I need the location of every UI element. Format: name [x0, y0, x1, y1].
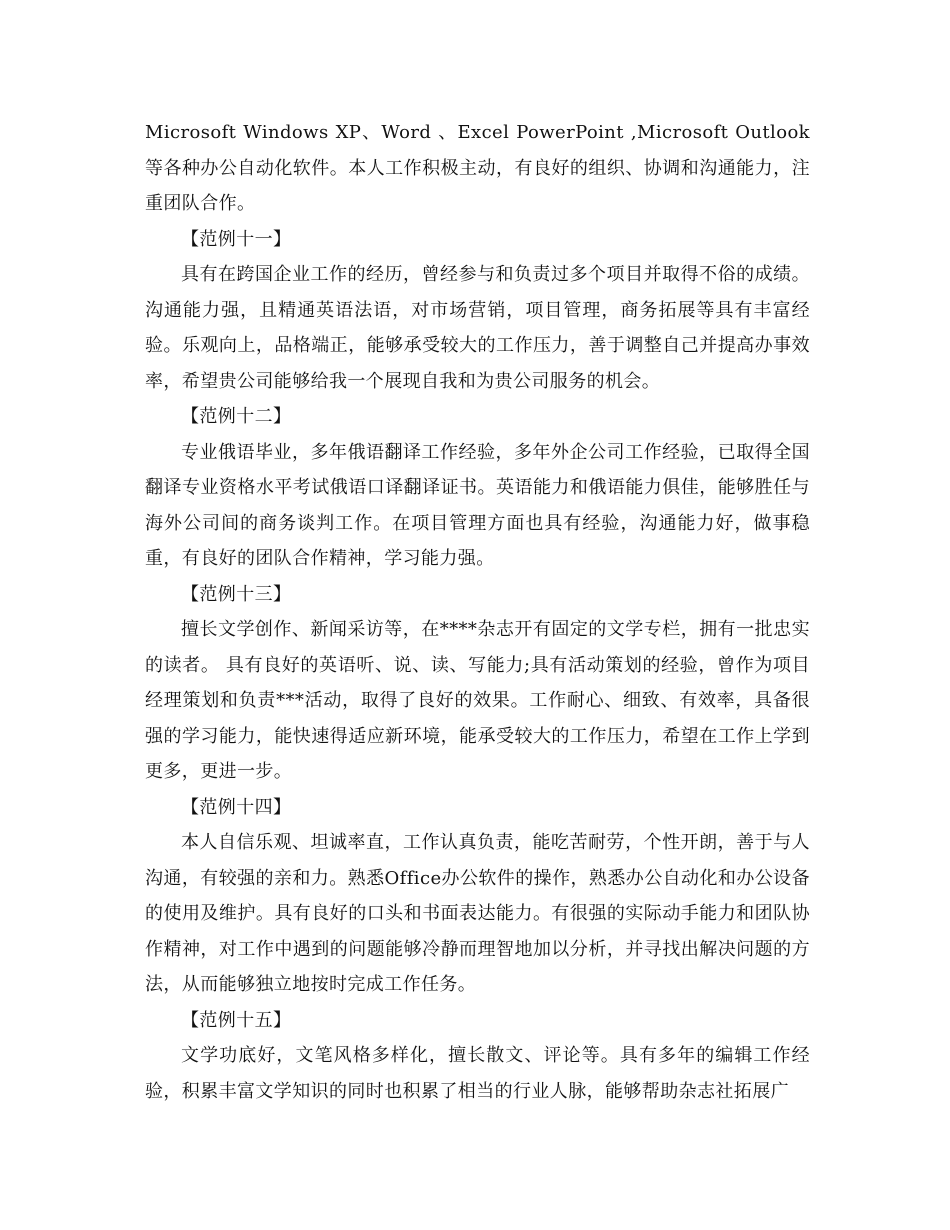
intro-continuation-paragraph: Microsoft Windows XP、Word 、Excel PowerPoint ,Microsoft Outlook 等各种办公自动化软件。本人工作积极主动，有良好的组织、协调和沟通能力，注重团队合作。: [145, 122, 810, 214]
section-body-14: 本人自信乐观、坦诚率直，工作认真负责，能吃苦耐劳，个性开朗，善于与人沟通，有较强的亲和力。熟悉Office办公软件的操作，熟悉办公自动化和办公设备的使用及维护。具有良好的口头和书面表达能力。有很强的实际动手能力和团队协作精神，对工作中遇到的问题能够冷静而理智地加以分析，并寻找出解决问题的方法，从而能够独立地按时完成工作任务。: [145, 832, 810, 995]
section-heading-13: 【范例十三】: [181, 583, 292, 605]
section-body-12: 专业俄语毕业，多年俄语翻译工作经验，多年外企公司工作经验，已取得全国翻译专业资格水平考试俄语口译翻译证书。英语能力和俄语能力俱佳，能够胜任与海外公司间的商务谈判工作。在项目管理方面也具有经验，沟通能力好，做事稳重，有良好的团队合作精神，学习能力强。: [145, 441, 810, 569]
section-body-15: 文学功底好，文笔风格多样化，擅长散文、评论等。具有多年的编辑工作经验，积累丰富文学知识的同时也积累了相当的行业人脉，能够帮助杂志社拓展广: [145, 1045, 810, 1102]
section-body-13: 擅长文学创作、新闻采访等，在****杂志开有固定的文学专栏，拥有一批忠实的读者。 具有良好的英语听、说、读、写能力;具有活动策划的经验，曾作为项目经理策划和负责***活动，取得了良好的效果。工作耐心、细致、有效率，具备很强的学习能力，能快速得适应新环境，能承受较大的工作压力，希望在工作上学到更多，更进一步。: [145, 619, 810, 782]
section-heading-14: 【范例十四】: [181, 796, 292, 818]
document-body: [145, 115, 810, 1109]
section-body-11: 具有在跨国企业工作的经历，曾经参与和负责过多个项目并取得不俗的成绩。沟通能力强，且精通英语法语，对市场营销，项目管理，商务拓展等具有丰富经验。乐观向上，品格端正，能够承受较大的工作压力，善于调整自己并提高办事效率，希望贵公司能够给我一个展现自我和为贵公司服务的机会。: [145, 264, 810, 392]
section-heading-11: 【范例十一】: [181, 228, 292, 250]
section-heading-12: 【范例十二】: [181, 406, 292, 427]
section-heading-15: 【范例十五】: [181, 1009, 292, 1031]
